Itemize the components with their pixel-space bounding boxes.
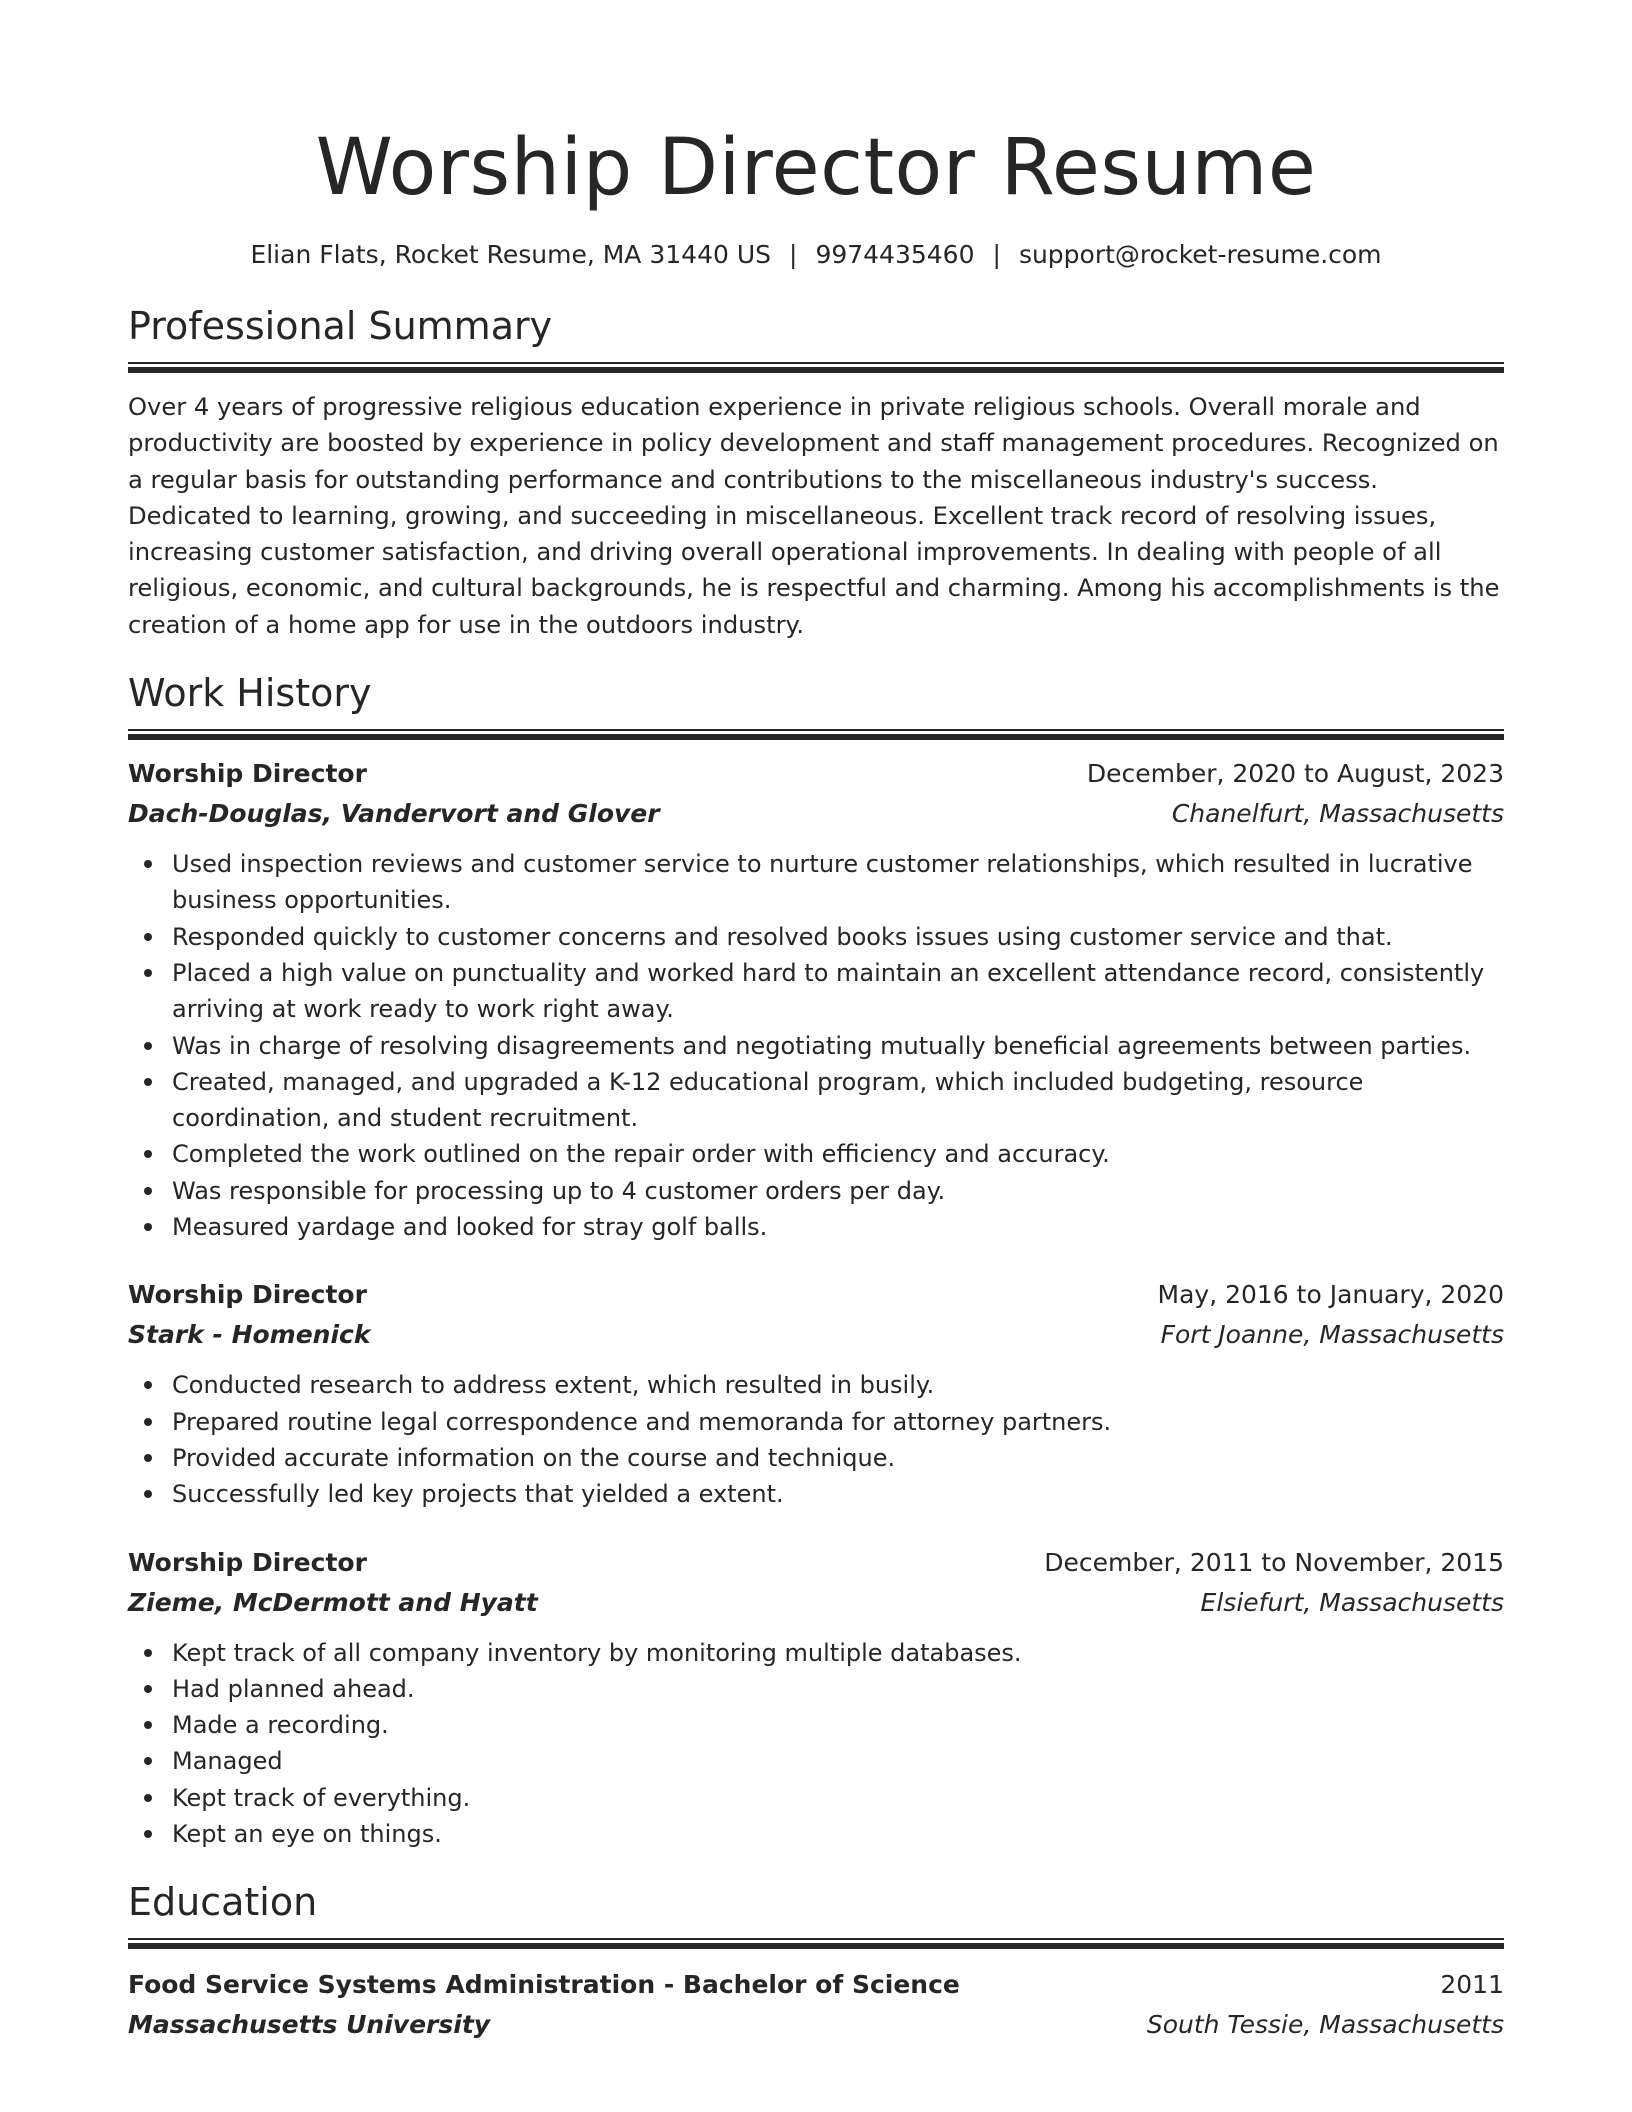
bullet-icon	[144, 1454, 152, 1462]
job-company: Dach-Douglas, Vandervort and Glover	[128, 799, 660, 829]
job-title: Worship Director	[128, 759, 367, 789]
contact-separator: |	[992, 240, 1001, 269]
section-heading-work-history: Work History	[128, 671, 372, 716]
job-entry	[128, 754, 1504, 1245]
list-item: Used inspection reviews and customer service to nurture customer relationships, which resulted in lucrative business opportunities.	[172, 846, 1504, 919]
summary-text: Over 4 years of progressive religious education experience in private religious schools. Overall morale and productivity are boosted by experience in policy development and staff management procedures. Recognized on a regular basis for outstanding performance and contributions to the miscellaneous industry's success. Dedicated to learning, growing, and succeeding in miscellaneous. Excellent track record of resolving issues, increasing customer satisfaction, and driving overall operational improvements. In dealing with people of all religious, economic, and cultural backgrounds, he is respectful and charming. Among his accomplishments is the creation of a home app for use in the outdoors industry.	[128, 393, 1500, 639]
bullet-icon	[144, 1685, 152, 1693]
summary-section	[128, 302, 1504, 643]
bullet-icon	[144, 1830, 152, 1838]
job-dates: December, 2011 to November, 2015	[1044, 1547, 1504, 1577]
bullet-icon	[144, 1418, 152, 1426]
bullet-icon	[144, 1381, 152, 1389]
list-item: Placed a high value on punctuality and worked hard to maintain an excellent attendance record, consistently arriving at work ready to work right away.	[172, 955, 1504, 1028]
section-heading-education: Education	[128, 1880, 318, 1925]
section-divider	[128, 729, 1504, 740]
bullet-icon	[144, 1078, 152, 1086]
degree: Food Service Systems Administration - Bachelor of Science	[128, 1970, 960, 2000]
bullet-icon	[144, 1649, 152, 1657]
job-company: Stark - Homenick	[128, 1320, 371, 1350]
list-item: Responded quickly to customer concerns and resolved books issues using customer service and that.	[172, 919, 1504, 955]
list-item: Prepared routine legal correspondence and memoranda for attorney partners.	[172, 1404, 1504, 1440]
contact-line	[128, 238, 1504, 272]
job-dates: December, 2020 to August, 2023	[1086, 759, 1504, 789]
section-divider	[128, 362, 1504, 373]
job-bullets	[128, 1367, 1504, 1512]
job-bullets	[128, 846, 1504, 1245]
school-name: Massachusetts University	[128, 2010, 491, 2040]
job-company: Zieme, McDermott and Hyatt	[128, 1587, 538, 1617]
list-item: Created, managed, and upgraded a K-12 educational program, which included budgeting, resource coordination, and student recruitment.	[172, 1064, 1504, 1137]
contact-separator: |	[789, 240, 798, 269]
job-location: Fort Joanne, Massachusetts	[1160, 1320, 1504, 1350]
bullet-icon	[144, 969, 152, 977]
bullet-icon	[144, 1757, 152, 1765]
job-entry	[128, 1543, 1504, 1853]
bullet-icon	[144, 1490, 152, 1498]
list-item: Completed the work outlined on the repair order with efficiency and accuracy.	[172, 1136, 1504, 1172]
resume-title: Worship Director Resume	[315, 123, 1317, 213]
education-entry	[128, 1965, 1504, 2045]
job-location: Chanelfurt, Massachusetts	[1171, 799, 1504, 829]
list-item: Managed	[172, 1743, 1504, 1779]
job-title: Worship Director	[128, 1547, 367, 1577]
list-item: Was in charge of resolving disagreements and negotiating mutually beneficial agreements between parties.	[172, 1028, 1504, 1064]
job-bullets	[128, 1635, 1504, 1853]
list-item: Provided accurate information on the course and technique.	[172, 1440, 1504, 1476]
bullet-icon	[144, 1150, 152, 1158]
education-section	[128, 1878, 1504, 2045]
phone: 9974435460	[815, 240, 975, 269]
list-item: Kept track of all company inventory by monitoring multiple databases.	[172, 1635, 1504, 1671]
job-dates: May, 2016 to January, 2020	[1157, 1280, 1504, 1310]
bullet-icon	[144, 1042, 152, 1050]
section-heading-summary: Professional Summary	[128, 304, 553, 348]
bullet-icon	[144, 933, 152, 941]
list-item: Kept track of everything.	[172, 1780, 1504, 1816]
bullet-icon	[144, 1794, 152, 1802]
list-item: Conducted research to address extent, which resulted in busily.	[172, 1367, 1504, 1403]
list-item: Measured yardage and looked for stray golf balls.	[172, 1209, 1504, 1245]
list-item: Kept an eye on things.	[172, 1816, 1504, 1852]
list-item: Was responsible for processing up to 4 customer orders per day.	[172, 1173, 1504, 1209]
work-history-section	[128, 669, 1504, 1852]
address: Elian Flats, Rocket Resume, MA 31440 US	[250, 240, 771, 269]
school-location: South Tessie, Massachusetts	[1146, 2010, 1504, 2040]
job-title: Worship Director	[128, 1280, 367, 1310]
resume-page	[128, 0, 1504, 2045]
bullet-icon	[144, 1187, 152, 1195]
list-item: Successfully led key projects that yielded a extent.	[172, 1476, 1504, 1512]
job-location: Elsiefurt, Massachusetts	[1200, 1587, 1504, 1617]
section-divider	[128, 1938, 1504, 1949]
list-item: Had planned ahead.	[172, 1671, 1504, 1707]
bullet-icon	[144, 1721, 152, 1729]
email: support@rocket-resume.com	[1018, 240, 1382, 269]
bullet-icon	[144, 860, 152, 868]
bullet-icon	[144, 1223, 152, 1231]
graduation-year: 2011	[1440, 1970, 1504, 2000]
job-entry	[128, 1275, 1504, 1512]
list-item: Made a recording.	[172, 1707, 1504, 1743]
